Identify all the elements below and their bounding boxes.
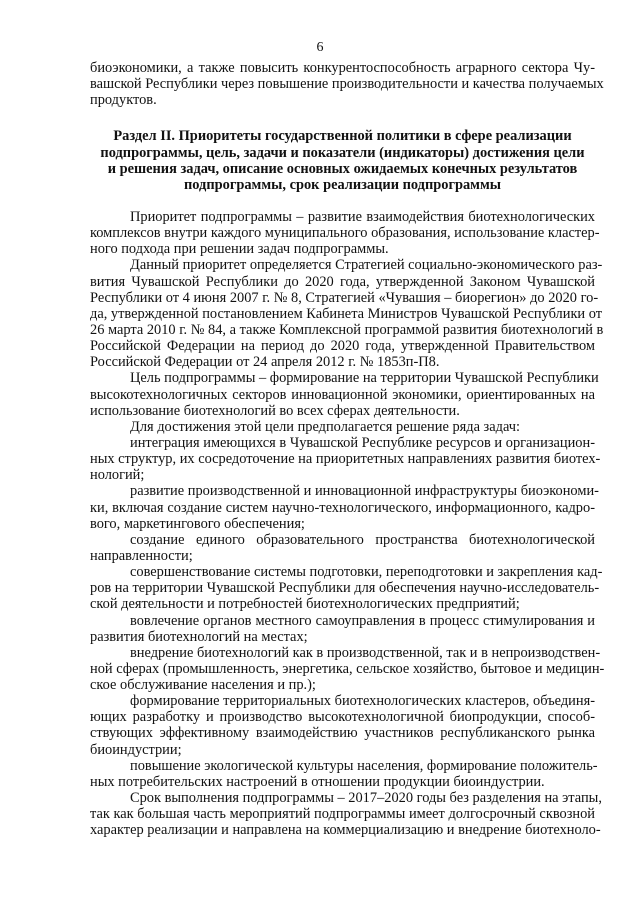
paragraph <box>90 370 599 419</box>
text-line: развития биотехнологий на местах; <box>90 628 308 645</box>
heading-line: Раздел II. Приоритеты государственной политики в сфере реализации <box>113 128 572 145</box>
heading-line: подпрограммы, срок реализации подпрограммы <box>183 176 502 193</box>
paragraph <box>90 564 603 613</box>
text-line: биоэкономики, а также повысить конкурентоспособность аграрного сектора Чу- <box>90 60 595 76</box>
text-line: Цель подпрограммы – формирование на территории Чувашской Республики <box>130 370 599 387</box>
text-line: Российской Федерации от 24 апреля 2012 г. № 1853п-П8. <box>90 354 440 371</box>
heading-line: и решения задач, описание основных ожидаемых конечных результатов <box>107 160 578 177</box>
text-line: направленности; <box>90 547 193 564</box>
text-line: ров на территории Чувашской Республики для обеспечения научно-исследователь- <box>90 580 600 597</box>
text-line: внедрение биотехнологий как в производственной, так и в непроизводствен- <box>130 644 601 661</box>
text-line: Срок выполнения подпрограммы – 2017–2020 годы без разделения на этапы, <box>130 790 602 807</box>
text-line: ных потребительских настроений в отношении продукции биоиндустрии. <box>90 773 545 790</box>
text-line: биоиндустрии; <box>90 741 182 758</box>
text-line: Республики от 4 июня 2007 г. № 8, Стратегией «Чувашия – биорегион» до 2020 го- <box>90 289 599 306</box>
document-body <box>90 60 605 839</box>
paragraph <box>90 419 595 435</box>
text-line: так как большая часть мероприятий подпрограммы имеет долгосрочный сквозной <box>90 806 595 823</box>
paragraph <box>90 613 595 645</box>
text-line: ного подхода при решении задач подпрограммы. <box>90 241 389 258</box>
heading-line: подпрограммы, цель, задачи и показатели (индикаторы) достижения цели <box>100 144 585 161</box>
text-line: вовлечение органов местного самоуправления в процесс стимулирования и <box>130 612 595 629</box>
text-line: вого, маркетингового обеспечения; <box>90 515 305 532</box>
text-line: использование биотехнологий во всех сферах деятельности. <box>90 402 460 419</box>
paragraph <box>90 757 598 790</box>
text-line: Российской Федерации на период до 2020 года, утвержденной Правительством <box>90 338 595 355</box>
text-line: 26 марта 2010 г. № 84, а также Комплексной программой развития биотехнологий в <box>90 321 604 338</box>
paragraph <box>90 257 604 371</box>
text-line: ных структур, их сосредоточение на приоритетных направлениях развития биотех- <box>90 451 601 468</box>
text-line: Данный приоритет определяется Стратегией социально-экономического раз- <box>130 257 603 274</box>
text-line: ской деятельности и потребностей биотехнологических предприятий; <box>90 596 520 613</box>
paragraph <box>90 532 595 564</box>
text-line: интеграция имеющихся в Чувашской Республике ресурсов и организацион- <box>130 434 595 451</box>
text-line: вития Чувашской Республики до 2020 года, утвержденной Законом Чувашской <box>90 273 595 290</box>
paragraphs <box>90 208 605 839</box>
text-line: ющих разработку и производство высокотехнологичной биопродукции, способ- <box>90 709 595 726</box>
section-heading <box>90 128 595 193</box>
text-line: повышение экологической культуры населения, формирование положитель- <box>130 757 598 774</box>
text-line: да, утвержденной постановлением Кабинета Министров Чувашской Республики от <box>90 305 603 322</box>
page-number: 6 <box>316 40 324 55</box>
paragraph <box>90 644 605 694</box>
paragraph <box>90 208 600 258</box>
text-line: продуктов. <box>90 92 157 109</box>
text-line: характер реализации и направлена на коммерциализацию и внедрение биотехноло- <box>90 822 601 839</box>
text-line: комплексов внутри каждого муниципального образования, использование кластер- <box>90 225 600 242</box>
paragraph <box>90 483 599 532</box>
text-line: ки, включая создание систем научно-технологического, информационного, кадро- <box>90 499 595 516</box>
text-line: Для достижения этой цели предполагается решение ряда задач: <box>130 418 521 435</box>
text-line: вашской Республики через повышение производительности и качества получаемых <box>90 76 604 93</box>
text-line: ское обслуживание населения и пр.); <box>90 677 316 694</box>
text-line: ной сферах (промышленность, энергетика, сельское хозяйство, бытовое и медицин- <box>90 660 605 677</box>
text-line: ствующих эффективному взаимодействию участников республиканского рынка <box>90 725 595 742</box>
text-line: нологий; <box>90 467 145 484</box>
intro-paragraph <box>90 60 604 109</box>
text-line: создание единого образовательного пространства биотехнологической <box>130 531 595 548</box>
text-line: развитие производственной и инновационной инфраструктуры биоэкономи- <box>130 483 599 500</box>
paragraph <box>90 434 601 484</box>
text-line: формирование территориальных биотехнологических кластеров, объединя- <box>130 693 595 710</box>
text-line: Приоритет подпрограммы – развитие взаимодействия биотехнологических <box>130 208 595 225</box>
text-line: совершенствование системы подготовки, переподготовки и закрепления кад- <box>130 564 603 581</box>
paragraph <box>90 693 595 758</box>
text-line: высокотехнологичных секторов инновационной экономики, ориентированных на <box>90 386 595 403</box>
paragraph <box>90 790 602 839</box>
